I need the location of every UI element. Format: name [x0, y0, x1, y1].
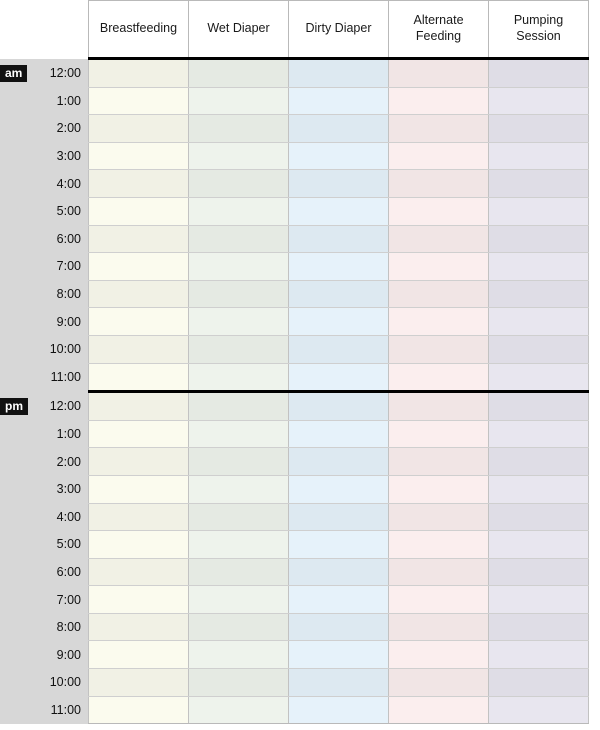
period-label-cell [0, 586, 30, 614]
hour-label: 5:00 [30, 531, 89, 559]
log-cell[interactable] [389, 586, 489, 614]
hour-label: 7:00 [30, 253, 89, 281]
table-row [0, 420, 589, 448]
log-cell[interactable] [489, 696, 589, 724]
log-cell[interactable] [189, 308, 289, 336]
log-cell[interactable] [289, 503, 389, 531]
log-cell[interactable] [289, 170, 389, 198]
hour-label: 3:00 [30, 142, 89, 170]
log-cell[interactable] [189, 448, 289, 476]
log-cell[interactable] [89, 448, 189, 476]
period-label-cell [0, 558, 30, 586]
hour-label: 6:00 [30, 225, 89, 253]
table-row [0, 280, 589, 308]
column-header-pumping-session: Pumping Session [489, 1, 589, 59]
log-cell[interactable] [89, 280, 189, 308]
log-cell[interactable] [89, 197, 189, 225]
log-cell[interactable] [89, 475, 189, 503]
log-cell[interactable] [389, 420, 489, 448]
log-cell[interactable] [89, 613, 189, 641]
corner-time-cell [30, 1, 89, 59]
hour-label: 8:00 [30, 613, 89, 641]
log-cell[interactable] [189, 59, 289, 88]
period-label-cell [0, 59, 30, 88]
log-cell[interactable] [89, 170, 189, 198]
table-row [0, 253, 589, 281]
log-cell[interactable] [489, 531, 589, 559]
log-cell[interactable] [89, 115, 189, 143]
log-cell[interactable] [489, 170, 589, 198]
hour-label: 12:00 [30, 392, 89, 421]
table-row [0, 586, 589, 614]
log-cell[interactable] [189, 253, 289, 281]
hour-label: 11:00 [30, 363, 89, 392]
log-cell[interactable] [189, 586, 289, 614]
period-label-cell [0, 225, 30, 253]
log-cell[interactable] [489, 280, 589, 308]
hour-label: 9:00 [30, 641, 89, 669]
log-cell[interactable] [189, 669, 289, 697]
log-cell[interactable] [189, 197, 289, 225]
log-cell[interactable] [489, 225, 589, 253]
log-cell[interactable] [189, 641, 289, 669]
table-row [0, 363, 589, 392]
log-cell[interactable] [489, 335, 589, 363]
table-header [0, 1, 589, 59]
hour-label: 2:00 [30, 448, 89, 476]
period-label-cell [0, 280, 30, 308]
log-cell[interactable] [189, 696, 289, 724]
table-row [0, 115, 589, 143]
log-cell[interactable] [289, 420, 389, 448]
log-cell[interactable] [289, 392, 389, 421]
log-cell[interactable] [489, 115, 589, 143]
log-cell[interactable] [189, 142, 289, 170]
period-label-cell [0, 503, 30, 531]
period-label-cell [0, 335, 30, 363]
table-row [0, 475, 589, 503]
log-cell[interactable] [89, 641, 189, 669]
period-label-cell [0, 253, 30, 281]
log-cell[interactable] [289, 225, 389, 253]
log-cell[interactable] [389, 531, 489, 559]
table-row [0, 392, 589, 421]
table-row [0, 641, 589, 669]
period-label-cell [0, 197, 30, 225]
table-row [0, 669, 589, 697]
table-row [0, 448, 589, 476]
log-cell[interactable] [389, 253, 489, 281]
log-cell[interactable] [389, 308, 489, 336]
log-cell[interactable] [89, 335, 189, 363]
log-cell[interactable] [389, 59, 489, 88]
hour-label: 10:00 [30, 669, 89, 697]
log-cell[interactable] [289, 197, 389, 225]
log-cell[interactable] [389, 669, 489, 697]
hour-label: 11:00 [30, 696, 89, 724]
log-cell[interactable] [489, 197, 589, 225]
log-cell[interactable] [89, 142, 189, 170]
log-cell[interactable] [189, 335, 289, 363]
log-cell[interactable] [389, 335, 489, 363]
log-cell[interactable] [389, 503, 489, 531]
period-label-cell [0, 87, 30, 115]
log-cell[interactable] [389, 115, 489, 143]
table-body [0, 59, 589, 724]
log-cell[interactable] [489, 420, 589, 448]
log-cell[interactable] [489, 475, 589, 503]
period-label-cell [0, 142, 30, 170]
table-row [0, 308, 589, 336]
log-cell[interactable] [89, 669, 189, 697]
log-cell[interactable] [289, 59, 389, 88]
table-row [0, 170, 589, 198]
header-row [0, 1, 589, 59]
log-cell[interactable] [489, 586, 589, 614]
table-row [0, 335, 589, 363]
log-cell[interactable] [389, 142, 489, 170]
period-label-cell [0, 448, 30, 476]
log-cell[interactable] [189, 475, 289, 503]
hour-label: 4:00 [30, 503, 89, 531]
log-cell[interactable] [89, 531, 189, 559]
log-cell[interactable] [89, 87, 189, 115]
log-cell[interactable] [89, 696, 189, 724]
table-row [0, 59, 589, 88]
log-cell[interactable] [489, 503, 589, 531]
hour-label: 1:00 [30, 87, 89, 115]
log-cell[interactable] [89, 308, 189, 336]
log-cell[interactable] [189, 420, 289, 448]
log-cell[interactable] [289, 586, 389, 614]
period-label-cell [0, 115, 30, 143]
log-cell[interactable] [189, 613, 289, 641]
table-row [0, 531, 589, 559]
table-row [0, 558, 589, 586]
log-cell[interactable] [289, 641, 389, 669]
period-badge: pm [0, 398, 28, 415]
log-cell[interactable] [289, 613, 389, 641]
hour-label: 5:00 [30, 197, 89, 225]
log-cell[interactable] [89, 586, 189, 614]
log-cell[interactable] [489, 613, 589, 641]
period-label-cell [0, 669, 30, 697]
log-cell[interactable] [89, 59, 189, 88]
hour-label: 7:00 [30, 586, 89, 614]
table-row [0, 225, 589, 253]
log-cell[interactable] [189, 87, 289, 115]
log-cell[interactable] [89, 363, 189, 392]
column-header-wet-diaper: Wet Diaper [189, 1, 289, 59]
table-row [0, 87, 589, 115]
log-cell[interactable] [189, 558, 289, 586]
log-cell[interactable] [89, 253, 189, 281]
log-cell[interactable] [389, 197, 489, 225]
log-cell[interactable] [189, 363, 289, 392]
period-label-cell [0, 308, 30, 336]
log-cell[interactable] [489, 392, 589, 421]
log-cell[interactable] [389, 87, 489, 115]
log-cell[interactable] [189, 170, 289, 198]
log-cell[interactable] [289, 363, 389, 392]
log-cell[interactable] [489, 59, 589, 88]
period-label-cell [0, 641, 30, 669]
log-cell[interactable] [289, 531, 389, 559]
log-cell[interactable] [89, 503, 189, 531]
log-cell[interactable] [289, 253, 389, 281]
log-cell[interactable] [89, 225, 189, 253]
log-cell[interactable] [189, 392, 289, 421]
log-cell[interactable] [389, 558, 489, 586]
log-cell[interactable] [389, 280, 489, 308]
log-cell[interactable] [289, 696, 389, 724]
log-cell[interactable] [289, 87, 389, 115]
period-badge: am [0, 65, 27, 82]
period-label-cell [0, 420, 30, 448]
log-cell[interactable] [289, 335, 389, 363]
log-cell[interactable] [189, 280, 289, 308]
log-cell[interactable] [389, 641, 489, 669]
log-cell[interactable] [389, 392, 489, 421]
log-cell[interactable] [289, 142, 389, 170]
log-cell[interactable] [189, 115, 289, 143]
hour-label: 6:00 [30, 558, 89, 586]
log-cell[interactable] [489, 669, 589, 697]
hour-label: 3:00 [30, 475, 89, 503]
log-cell[interactable] [489, 641, 589, 669]
column-header-dirty-diaper: Dirty Diaper [289, 1, 389, 59]
hour-label: 2:00 [30, 115, 89, 143]
hour-label: 1:00 [30, 420, 89, 448]
log-cell[interactable] [389, 475, 489, 503]
table-row [0, 197, 589, 225]
log-cell[interactable] [289, 448, 389, 476]
log-cell[interactable] [289, 115, 389, 143]
log-cell[interactable] [389, 170, 489, 198]
period-label-cell [0, 531, 30, 559]
log-cell[interactable] [389, 225, 489, 253]
column-header-breastfeeding: Breastfeeding [89, 1, 189, 59]
log-cell[interactable] [189, 225, 289, 253]
hour-label: 8:00 [30, 280, 89, 308]
period-label-cell [0, 363, 30, 392]
hour-label: 10:00 [30, 335, 89, 363]
log-cell[interactable] [389, 696, 489, 724]
log-cell[interactable] [489, 448, 589, 476]
hour-label: 4:00 [30, 170, 89, 198]
log-cell[interactable] [289, 558, 389, 586]
hour-label: 9:00 [30, 308, 89, 336]
log-cell[interactable] [489, 253, 589, 281]
table-row [0, 142, 589, 170]
log-cell[interactable] [389, 363, 489, 392]
log-cell[interactable] [389, 448, 489, 476]
table-row [0, 503, 589, 531]
log-cell[interactable] [489, 363, 589, 392]
log-cell[interactable] [289, 475, 389, 503]
table-row [0, 613, 589, 641]
table-row [0, 696, 589, 724]
log-cell[interactable] [489, 142, 589, 170]
log-cell[interactable] [489, 308, 589, 336]
period-label-cell [0, 696, 30, 724]
period-label-cell [0, 170, 30, 198]
period-label-cell [0, 392, 30, 421]
column-header-alternate-feeding: Alternate Feeding [389, 1, 489, 59]
log-cell[interactable] [89, 392, 189, 421]
log-cell[interactable] [189, 503, 289, 531]
log-cell[interactable] [289, 308, 389, 336]
hour-label: 12:00 [30, 59, 89, 88]
corner-ampm-cell [0, 1, 30, 59]
period-label-cell [0, 475, 30, 503]
log-cell[interactable] [489, 87, 589, 115]
log-cell[interactable] [389, 613, 489, 641]
log-cell[interactable] [489, 558, 589, 586]
log-cell[interactable] [289, 669, 389, 697]
period-label-cell [0, 613, 30, 641]
log-cell[interactable] [189, 531, 289, 559]
log-cell[interactable] [89, 558, 189, 586]
log-cell[interactable] [289, 280, 389, 308]
log-cell[interactable] [89, 420, 189, 448]
